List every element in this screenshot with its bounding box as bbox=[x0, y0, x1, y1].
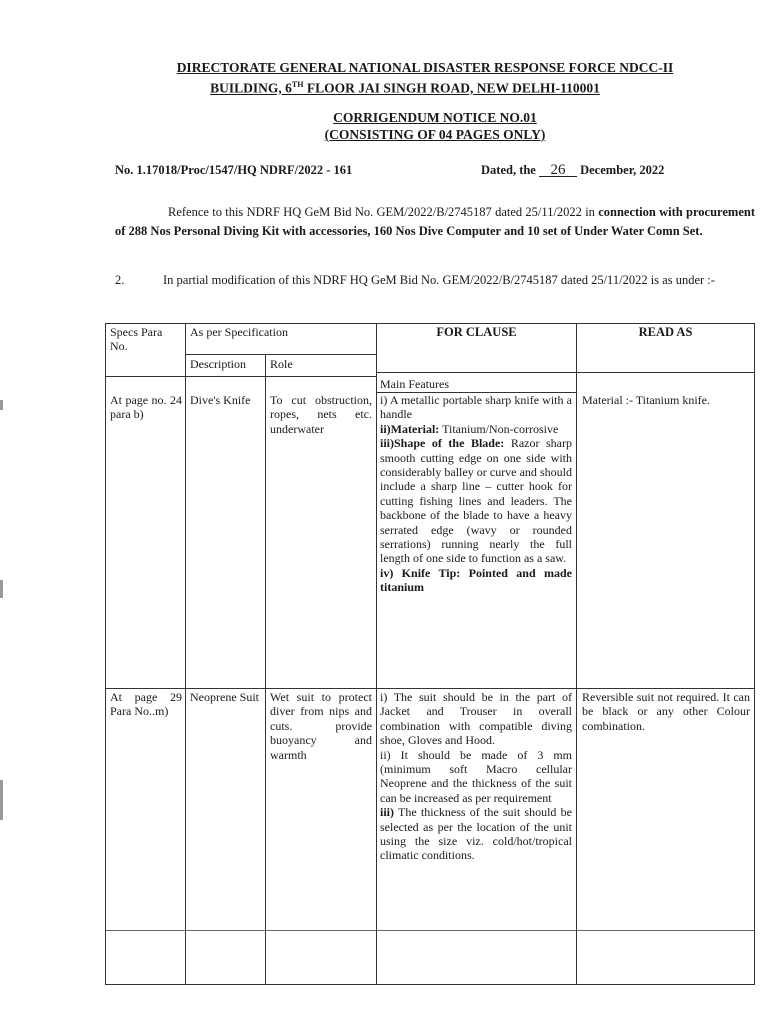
row-1-clause-1: i) A metallic portable sharp knife with a handle bbox=[380, 393, 572, 422]
paragraph-1-text: Refence to this NDRF HQ GeM Bid No. GEM/2022/B/2745187 dated 25/11/2022 in bbox=[168, 205, 599, 219]
row-1-clause-4: iv) Knife Tip: Pointed and made titanium bbox=[380, 565, 572, 595]
header-role: Role bbox=[270, 357, 293, 371]
dated-prefix: Dated, the bbox=[481, 163, 536, 177]
header-for-clause: FOR CLAUSE bbox=[436, 325, 517, 339]
table-row-divider bbox=[105, 688, 755, 689]
table-header-line-mid bbox=[185, 376, 376, 377]
header-line-2-pre: BUILDING, 6 bbox=[210, 80, 292, 96]
row-2-clause-2: ii) It should be made of 3 mm (minimum soft Macro cellular Neoprene and the thickness of the suit can be increased as per requirement bbox=[380, 747, 572, 805]
header-line-2-sup: TH bbox=[291, 80, 304, 89]
paragraph-2-text: In partial modification of this NDRF HQ GeM Bid No. GEM/2022/B/2745187 dated 25/11/2022 is as under :- bbox=[163, 273, 715, 287]
header-line-1: DIRECTORATE GENERAL NATIONAL DISASTER RESPONSE FORCE NDCC-II bbox=[176, 60, 674, 75]
table-col-divider-3 bbox=[376, 323, 377, 984]
table-col-divider-1 bbox=[185, 323, 186, 984]
table-border-top bbox=[105, 323, 755, 324]
row-2-clause-1: i) The suit should be in the part of Jacket and Trouser in overall combination with compatible diving shoe, Gloves and Hood. bbox=[380, 690, 572, 748]
row-2-clause-3-label: iii) bbox=[380, 805, 394, 820]
row-1-read-as: Material :- Titanium knife. bbox=[582, 393, 710, 407]
row-1-clause-2-text: Titanium/Non-corrosive bbox=[439, 421, 559, 436]
header-as-per-spec: As per Specification bbox=[190, 325, 288, 339]
paragraph-1 bbox=[115, 203, 755, 240]
header-read-as: READ AS bbox=[638, 325, 693, 339]
header-line-2-post: FLOOR JAI SINGH ROAD, NEW DELHI-110001 bbox=[303, 80, 600, 96]
scan-mark bbox=[0, 580, 3, 598]
row-2-read-as: Reversible suit not required. It can be black or any other Colour combination. bbox=[582, 690, 750, 733]
table-col-divider-4 bbox=[576, 323, 577, 984]
scan-mark bbox=[0, 780, 3, 820]
paragraph-1-bold: connection with procurement of 288 Nos Personal Diving Kit with accessories, 160 Nos Dive Computer and 10 set of Under Water Comn Set. bbox=[115, 205, 755, 238]
dated-suffix: December, 2022 bbox=[580, 163, 665, 177]
dated-day: 26 bbox=[539, 164, 577, 177]
table-header-line bbox=[376, 372, 755, 373]
table-border-left bbox=[105, 323, 106, 984]
row-2-role: Wet suit to protect diver from nips and cuts. provide buoyancy and warmth bbox=[270, 690, 372, 762]
table-border-right bbox=[754, 323, 755, 984]
row-1-clause bbox=[380, 393, 572, 595]
paragraph-2-number: 2. bbox=[115, 273, 125, 287]
table-border-bottom bbox=[105, 984, 755, 985]
row-2-para: At page 29 Para No..m) bbox=[110, 690, 182, 719]
row-2-description: Neoprene Suit bbox=[190, 690, 259, 704]
row-2-clause-3 bbox=[380, 805, 572, 863]
row-1-clause-3 bbox=[380, 436, 572, 566]
table-col-divider-2 bbox=[265, 354, 266, 984]
header-line-2 bbox=[20, 80, 770, 97]
specification-table bbox=[105, 320, 755, 990]
row-2-clause bbox=[380, 690, 572, 863]
table-subheader-line bbox=[185, 354, 376, 355]
paragraph-2 bbox=[115, 272, 755, 289]
header-specs-para: Specs Para No. bbox=[110, 325, 163, 354]
row-1-role: To cut obstruction, ropes, nets etc. underwater bbox=[270, 393, 372, 436]
reference-number: No. 1.17018/Proc/1547/HQ NDRF/2022 - 161 bbox=[115, 163, 353, 177]
notice-subtitle: (CONSISTING OF 04 PAGES ONLY) bbox=[324, 127, 546, 142]
row-1-clause-2-label: ii)Material: bbox=[380, 421, 440, 436]
header-description: Description bbox=[190, 357, 246, 371]
row-2-clause-3-text: The thickness of the suit should be selected as per the location of the unit using the size viz. cold/hot/tropical climatic conditions. bbox=[380, 805, 572, 863]
row-1-para: At page no. 24 para b) bbox=[110, 393, 182, 422]
table-header-line-left bbox=[105, 376, 185, 377]
row-1-clause-heading: Main Features bbox=[380, 377, 449, 391]
row-1-clause-3-label: iii)Shape of the Blade: bbox=[380, 436, 505, 451]
row-1-clause-3-text: Razor sharp smooth cutting edge on one side with considerably balley or curve and should include a sharp line – cutter hook for cutting fishing lines and leaders. The backbone of the blade to have a heavy serrated edge (wavy or rounded serrations) running nearly the full length of one side to function as a saw. bbox=[380, 436, 572, 566]
row-1-clause-2 bbox=[380, 422, 572, 436]
row-1-description: Dive's Knife bbox=[190, 393, 251, 407]
scan-mark bbox=[0, 400, 3, 410]
reference-date bbox=[481, 163, 664, 178]
notice-title: CORRIGENDUM NOTICE NO.01 bbox=[333, 110, 537, 125]
table-row-divider-2 bbox=[105, 930, 755, 931]
